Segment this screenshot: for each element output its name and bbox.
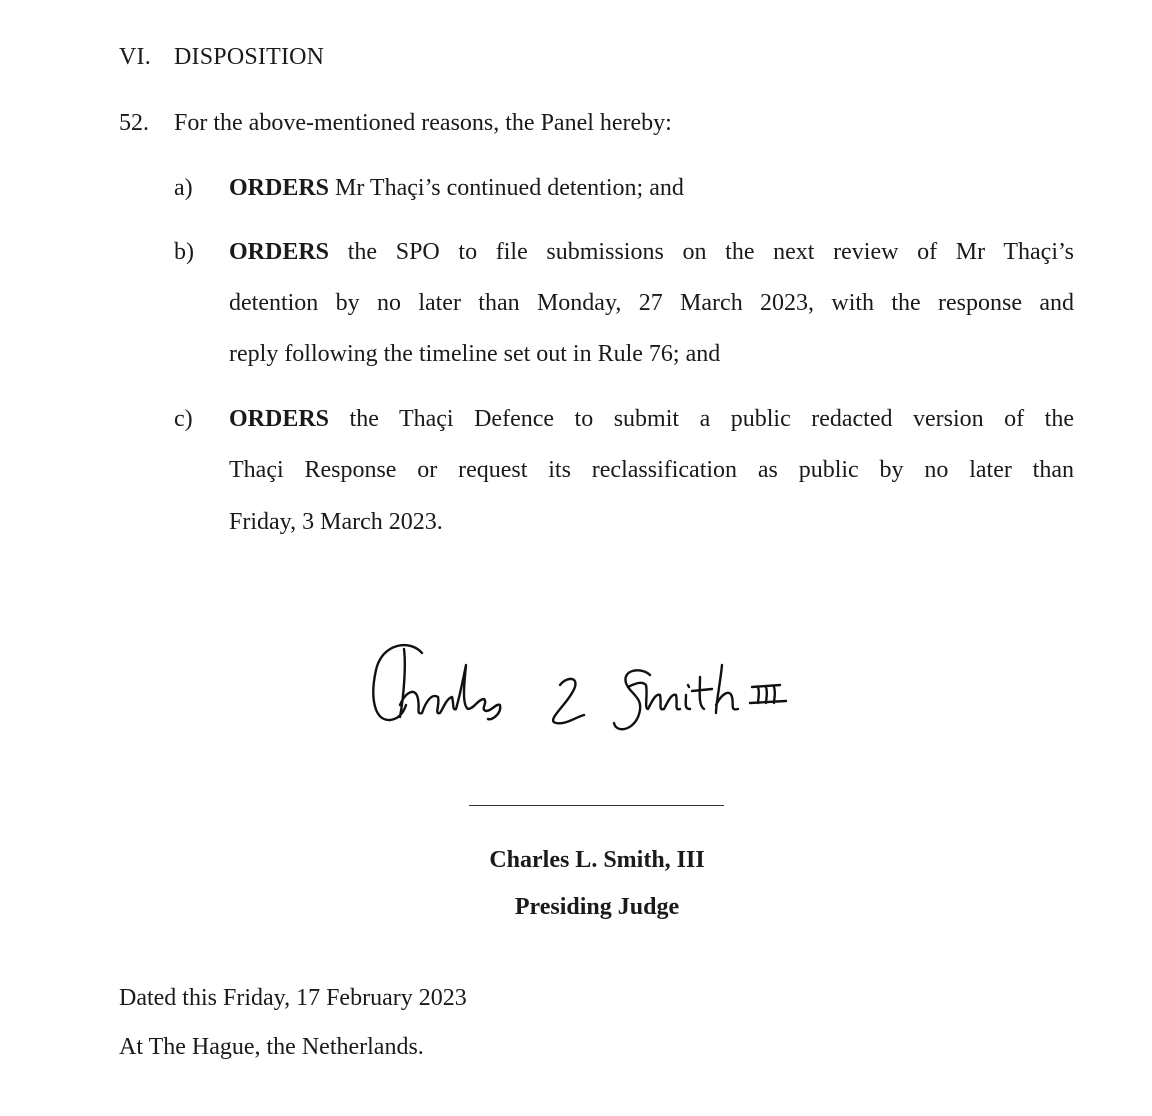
item-line: Thaçi Response or request its reclassification as public by no later than [229,457,1074,483]
paragraph-52 [119,110,672,137]
paragraph-number: 52. [119,110,149,136]
section-number: VI. [119,44,151,70]
dated-line: Dated this Friday, 17 February 2023 [119,985,467,1011]
place-line: At The Hague, the Netherlands. [119,1034,424,1060]
item-verb: ORDERS [229,406,330,432]
paragraph-intro: For the above-mentioned reasons, the Panel hereby: [174,110,672,136]
item-label: b) [174,239,194,265]
item-verb: ORDERS [229,175,330,201]
item-line [229,239,1074,266]
handwritten-signature [360,625,840,745]
section-title: DISPOSITION [174,44,325,70]
judge-name: Charles L. Smith, III [489,847,705,873]
item-text: the SPO to file submissions on the next review of Mr Thaçi’s [347,239,1075,265]
item-text: Mr Thaçi’s continued detention; and [335,175,684,201]
judge-title: Presiding Judge [514,894,680,920]
item-line: reply following the timeline set out in Rule 76; and [229,341,721,367]
item-line: Friday, 3 March 2023. [229,509,443,535]
section-heading [119,44,324,71]
item-text: the Thaçi Defence to submit a public redacted version of the [349,406,1075,432]
item-line [229,406,1074,433]
item-line [229,175,684,202]
item-label: c) [174,406,193,432]
item-line: detention by no later than Monday, 27 March 2023, with the response and [229,290,1074,316]
item-label: a) [174,175,193,201]
signature-line [469,805,724,806]
item-verb: ORDERS [229,239,330,265]
